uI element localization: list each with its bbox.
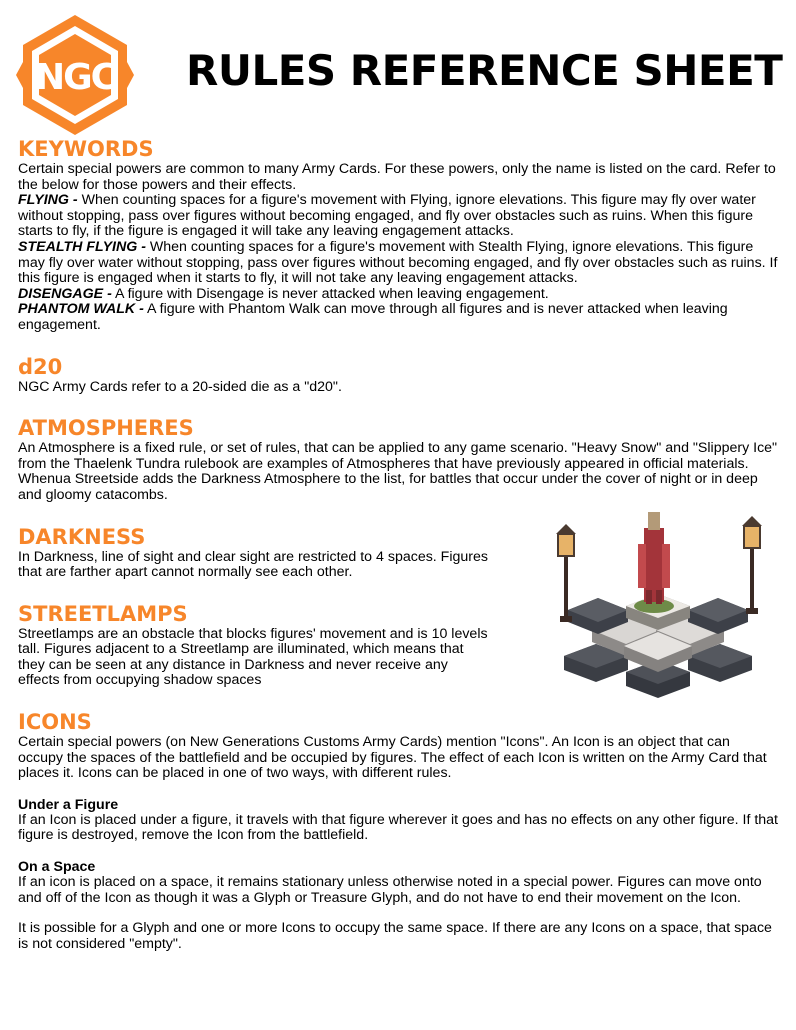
d20-heading: d20 [18,354,63,379]
darkness-text: In Darkness, line of sight and clear sight are restricted to 4 spaces. Figures that are farther apart cannot normally see each other. [18,548,488,581]
keyword-disengage [18,287,778,303]
on-space-text: If an icon is placed on a space, it remains stationary unless otherwise noted in a special power. Figures can move onto and off of the Icon as though it was a Glyph or Treasure Glyph, and do not have to end their movement on the Icon. [18,874,762,906]
streetlamps-text: Streetlamps are an obstacle that blocks figures' movement and is 10 levels tall. Figures adjacent to a Streetlamp are illuminated, which means that they can be seen at any distance in Darkness and never receive any effects from occupying shadow spaces [18,625,488,689]
page-title: RULES REFERENCE SHEET [186,46,783,95]
keywords-section [18,136,778,334]
d20-section [18,354,778,396]
streetlamp-right [742,516,762,614]
keyword-term: PHANTOM WALK - [18,301,144,318]
keyword-text: When counting spaces for a figure's movement with Stealth Flying, ignore elevations. This figure may fly over water without stopping, pass over figures without becoming engaged, and fly over obstacles such as ruins. If this figure is engaged when it starts to fly, it will not take any leaving engagement attacks. [18,238,778,287]
keyword-flying [18,193,778,240]
ngc-logo [12,12,138,138]
keyword-text: A figure with Phantom Walk can move through all figures and is never attacked when leaving engagement. [18,301,728,333]
keyword-phantom-walk [18,302,778,333]
keyword-text: A figure with Disengage is never attacked when leaving engagement. [111,285,549,302]
keyword-term: FLYING - [18,192,78,209]
under-figure-heading: Under a Figure [18,796,119,813]
hex-tile-base [564,594,752,698]
statue-figure [638,512,670,604]
on-space-heading: On a Space [18,859,96,876]
streetlamp-terrain-image [534,506,784,728]
icons-heading: ICONS [18,710,92,735]
d20-text: NGC Army Cards refer to a 20-sided die as a "d20". [18,378,342,395]
keyword-term: DISENGAGE - [18,285,112,302]
icons-intro: Certain special powers (on New Generations Customs Army Cards) mention "Icons". An Icon is an object that can occupy the spaces of the battlefield and be occupied by figures. The effect of each Icon is written on the Army Card that places it. Icons can be placed in one of two ways, with different rules. [18,734,767,782]
under-figure-text: If an Icon is placed under a figure, it travels with that figure wherever it goes and has no effects on any other figure. If that figure is destroyed, remove the Icon from the battlefield. [18,811,778,844]
keyword-text: When counting spaces for a figure's movement with Flying, ignore elevations. This figure may fly over water without stopping, pass over figures without becoming engaged, and fly over obstacles such as ruins. When this figure starts to fly, if the figure is engaged it will take any leaving engagement attacks. [18,192,756,240]
icons-final-text: It is possible for a Glyph and one or more Icons to occupy the same space. If there are any Icons on a space, that space is not considered "empty". [18,920,772,952]
streetlamp-left [556,524,576,622]
icons-section [18,709,778,952]
darkness-heading: DARKNESS [18,524,146,549]
keywords-heading: KEYWORDS [18,137,154,161]
atmospheres-heading: ATMOSPHERES [18,416,194,441]
keywords-intro: Certain special powers are common to many Army Cards. For these powers, only the name is listed on the card. Refer to the below for those powers and their effects. [18,161,776,193]
keyword-term: STEALTH FLYING - [18,238,146,255]
atmospheres-text: An Atmosphere is a fixed rule, or set of rules, that can be applied to any game scenario. "Heavy Snow" and "Slippery Ice" from the Thaelenk Tundra rulebook are examples of Atmospheres that have previously appeared in official materials. Whenua Streetside adds the Darkness Atmosphere to the list, for battles that occur under the cover of night or in deep and gloomy catacombs. [18,440,778,503]
streetlamps-heading: STREETLAMPS [18,601,188,626]
logo-text: NGC [34,57,116,98]
keyword-stealth-flying [18,240,778,287]
atmospheres-section [18,415,778,503]
